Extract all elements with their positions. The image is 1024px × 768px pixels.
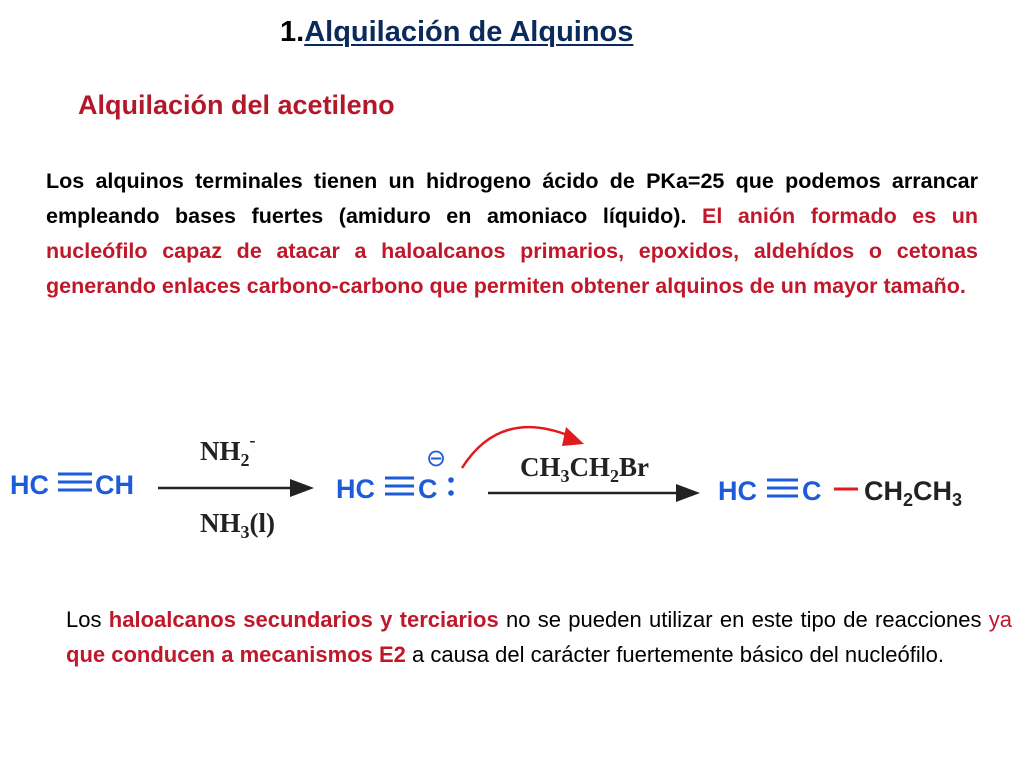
lone-pair-dots [448, 477, 454, 496]
note-text-1: Los [66, 607, 109, 632]
note-text-2: no se pueden utilizar en este tipo de reacciones [498, 607, 989, 632]
note-secondary-tertiary: haloalcanos secundarios y terciarios [108, 607, 499, 632]
reaction-scheme [0, 408, 1024, 548]
triple-bond-1 [58, 474, 92, 490]
acetylene-ch: CH [95, 470, 134, 500]
anion-hc: HC [336, 474, 375, 504]
product-c: C [802, 476, 822, 506]
intro-red-text: El anión formado es un nucleófilo capaz de atacar a haloalcanos primarios, epoxidos, aldehídos o cetonas generando enlaces carbono-carbono que permiten obtener alquinos de un mayor tamaño. [46, 204, 978, 298]
anion-c: C [418, 474, 438, 504]
acetylene-hc: HC [10, 470, 49, 500]
reaction-diagram [0, 408, 1024, 548]
reagent-nh2: $NH_2^-$ [200, 430, 256, 470]
reaction-arrow-2 [488, 484, 700, 502]
product-hc: HC [718, 476, 757, 506]
note-text-3: a causa del carácter fuertemente básico del nucleófilo. [405, 642, 944, 667]
reagent-ethyl-bromide: $CH_3CH_2Br$ [520, 452, 649, 486]
reaction-arrow-1 [158, 479, 314, 497]
note-text-ya: ya [988, 607, 1012, 632]
negative-charge-icon: ⊖ [426, 444, 447, 472]
intro-black-text: Los alquinos terminales tienen un hidrogeno ácido de PKa=25 que podemos arrancar empleando bases fuertes (amiduro en amoniaco líquido). [46, 169, 978, 228]
triple-bond-2 [385, 478, 414, 494]
reagent-nh3-liquid: $NH_3(l)$ [200, 508, 275, 542]
note-paragraph [66, 602, 1012, 672]
title-link[interactable]: Alquilación de Alquinos [304, 16, 634, 48]
section-subtitle: Alquilación del acetileno [78, 90, 395, 120]
intro-paragraph [46, 164, 978, 304]
product-ethyl: $CH_2CH_3$ [864, 476, 963, 510]
page-title [280, 14, 633, 50]
note-e2-mechanism: que conducen a mecanismos E2 [66, 642, 406, 667]
title-number: 1. [280, 16, 305, 48]
triple-bond-3 [767, 480, 798, 496]
